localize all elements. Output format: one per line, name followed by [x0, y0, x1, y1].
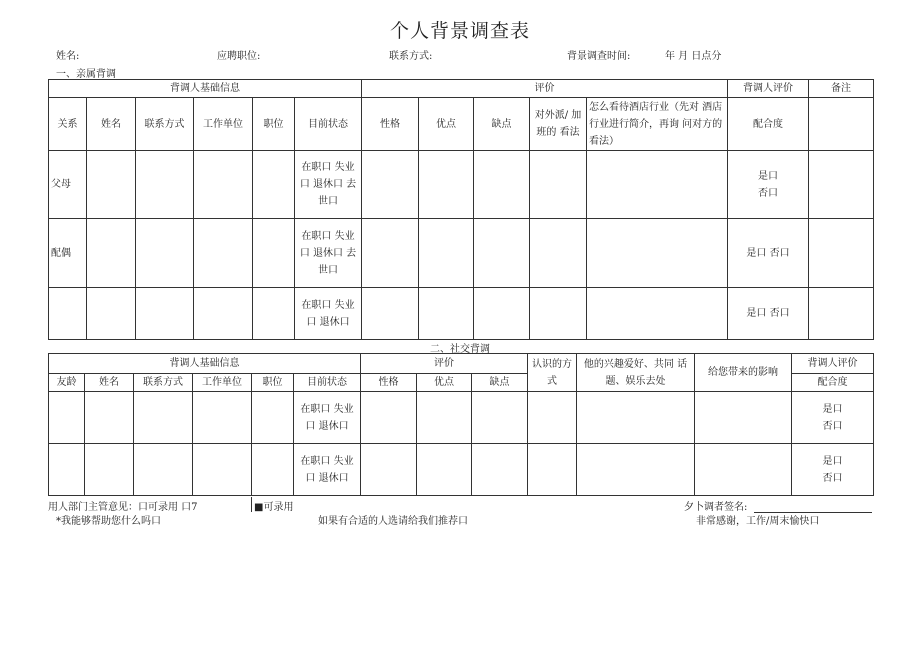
rater-evaluation-header: 背调人评价: [728, 80, 809, 98]
col-name: 姓名: [87, 98, 136, 151]
coop-yes[interactable]: 是口: [758, 170, 778, 182]
weaknesses-cell[interactable]: [472, 444, 528, 496]
overtime-cell[interactable]: [530, 219, 587, 288]
usable-checkbox[interactable]: ■可录用: [254, 502, 294, 513]
relation-cell: 父母: [49, 151, 87, 219]
remark-cell[interactable]: [809, 219, 874, 288]
employer-cell[interactable]: [193, 444, 252, 496]
hotel-view-cell[interactable]: [587, 219, 728, 288]
cooperation-options[interactable]: [792, 444, 874, 496]
remark-cell[interactable]: [809, 151, 874, 219]
col-personality: 性格: [362, 98, 419, 151]
coop-yes[interactable]: 是口: [822, 403, 843, 415]
name-cell[interactable]: [87, 288, 136, 340]
personality-cell[interactable]: [362, 151, 419, 219]
strengths-cell[interactable]: [417, 392, 472, 444]
strengths-cell[interactable]: [419, 288, 474, 340]
table-row: [49, 444, 874, 496]
contact-cell[interactable]: [136, 151, 194, 219]
col-cooperation: 配合度: [728, 98, 809, 151]
col-job: 职位: [252, 374, 294, 392]
basic-info-header: 背调人基础信息: [49, 80, 362, 98]
hobbies-cell[interactable]: [577, 444, 695, 496]
col-hobbies: 他的兴趣爱好、共同 话题、娱乐去处: [577, 354, 695, 392]
table-row: [49, 219, 874, 288]
status-options[interactable]: 在职口 失业口 退休口 去世口: [295, 219, 362, 288]
name-label: 姓名:: [56, 51, 80, 62]
remark-cell[interactable]: [809, 288, 874, 340]
relation-cell: [49, 288, 87, 340]
col-hotel-industry-view: 怎么看待酒店行业（先对 酒店行业进行简介，再询 问对方的看法）: [587, 98, 728, 151]
col-contact: 联系方式: [136, 98, 194, 151]
name-cell[interactable]: [87, 151, 136, 219]
status-options[interactable]: 在职口 失业口 退休口: [294, 392, 361, 444]
col-contact: 联系方式: [134, 374, 193, 392]
section-family-title: 一、亲属背调: [56, 69, 116, 80]
name-cell[interactable]: [85, 392, 134, 444]
col-status: 目前状态: [294, 374, 361, 392]
cooperation-options[interactable]: [792, 392, 874, 444]
weaknesses-cell[interactable]: [472, 392, 528, 444]
employer-cell[interactable]: [193, 392, 252, 444]
basic-info-header: 背调人基础信息: [49, 354, 361, 374]
social-background-table: [48, 353, 874, 496]
cooperation-options[interactable]: 是口 否口: [728, 219, 809, 288]
col-overtime-view: 对外派/ 加班的 看法: [530, 98, 587, 151]
family-background-table: [48, 79, 874, 340]
coop-no[interactable]: 否口: [822, 420, 843, 432]
recommend-note[interactable]: 如果有合适的人选请给我们推荐口: [318, 516, 468, 527]
col-strengths: 优点: [417, 374, 472, 392]
employer-cell[interactable]: [194, 151, 253, 219]
evaluation-header: 评价: [362, 80, 728, 98]
personality-cell[interactable]: [361, 444, 417, 496]
name-cell[interactable]: [85, 444, 134, 496]
relation-cell: 配偶: [49, 219, 87, 288]
table-row: [49, 151, 874, 219]
personality-cell[interactable]: [362, 219, 419, 288]
help-question[interactable]: *我能够帮助您什么吗口: [56, 516, 161, 527]
employer-cell[interactable]: [194, 288, 253, 340]
contact-label: 联系方式:: [389, 51, 433, 62]
col-influence: 给您带来的影响: [695, 354, 792, 392]
col-employer: 工作单位: [194, 98, 253, 151]
status-options[interactable]: 在职口 失业口 退休口: [295, 288, 362, 340]
met-way-cell[interactable]: [528, 444, 577, 496]
col-employer: 工作单位: [193, 374, 252, 392]
overtime-cell[interactable]: [530, 288, 587, 340]
friend-years-cell[interactable]: [49, 392, 85, 444]
status-options[interactable]: 在职口 失业口 退休口 去世口: [295, 151, 362, 219]
col-friend-years: 友龄: [49, 374, 85, 392]
influence-cell[interactable]: [695, 444, 792, 496]
col-status: 目前状态: [295, 98, 362, 151]
remark-header: 备注: [809, 80, 874, 98]
hobbies-cell[interactable]: [577, 392, 695, 444]
rater-evaluation-header: 背调人评价: [792, 354, 874, 374]
investigator-signature-label: 夕卜调者签名:: [684, 502, 748, 513]
hotel-view-cell[interactable]: [587, 288, 728, 340]
section-social-title: 二、社交背调: [430, 344, 490, 355]
contact-cell[interactable]: [134, 392, 193, 444]
contact-cell[interactable]: [136, 288, 194, 340]
position-label: 应聘职位:: [217, 51, 261, 62]
dept-opinion[interactable]: 用人部门主管意见：口可录用 口7: [48, 502, 198, 513]
employer-cell[interactable]: [194, 219, 253, 288]
survey-time-value: 年 月 日点分: [665, 51, 722, 62]
strengths-cell[interactable]: [417, 444, 472, 496]
weaknesses-cell[interactable]: [474, 219, 530, 288]
col-cooperation: 配合度: [792, 374, 874, 392]
status-options[interactable]: 在职口 失业口 退休口: [294, 444, 361, 496]
job-cell[interactable]: [253, 151, 295, 219]
job-cell[interactable]: [253, 219, 295, 288]
col-weaknesses: 缺点: [474, 98, 530, 151]
personality-cell[interactable]: [361, 392, 417, 444]
hotel-view-cell[interactable]: [587, 151, 728, 219]
survey-time-label: 背景调查时间:: [567, 51, 631, 62]
overtime-cell[interactable]: [530, 151, 587, 219]
contact-cell[interactable]: [136, 219, 194, 288]
met-way-cell[interactable]: [528, 392, 577, 444]
col-relation: 关系: [49, 98, 87, 151]
col-strengths: 优点: [419, 98, 474, 151]
thanks-note[interactable]: 非常感谢，工作/周末愉快口: [696, 516, 820, 527]
personality-cell[interactable]: [362, 288, 419, 340]
weaknesses-cell[interactable]: [474, 151, 530, 219]
col-name: 姓名: [85, 374, 134, 392]
page-title: 个人背景调查表: [389, 20, 530, 42]
friend-years-cell[interactable]: [49, 444, 85, 496]
divider: [251, 497, 252, 512]
influence-cell[interactable]: [695, 392, 792, 444]
evaluation-header: 评价: [361, 354, 528, 374]
table-row: [49, 392, 874, 444]
cooperation-options[interactable]: 是口 否口: [728, 288, 809, 340]
strengths-cell[interactable]: [419, 151, 474, 219]
table-row: [49, 288, 874, 340]
col-job: 职位: [253, 98, 295, 151]
contact-cell[interactable]: [134, 444, 193, 496]
col-weaknesses: 缺点: [472, 374, 528, 392]
coop-no[interactable]: 否口: [822, 472, 843, 484]
col-met-way: 认识的方式: [528, 354, 577, 392]
coop-no[interactable]: 否口: [758, 187, 778, 199]
cooperation-options[interactable]: [728, 151, 809, 219]
weaknesses-cell[interactable]: [474, 288, 530, 340]
name-cell[interactable]: [87, 219, 136, 288]
job-cell[interactable]: [252, 444, 294, 496]
job-cell[interactable]: [252, 392, 294, 444]
col-personality: 性格: [361, 374, 417, 392]
strengths-cell[interactable]: [419, 219, 474, 288]
coop-yes[interactable]: 是口: [822, 455, 843, 467]
col-remark-empty: [809, 98, 874, 151]
job-cell[interactable]: [253, 288, 295, 340]
